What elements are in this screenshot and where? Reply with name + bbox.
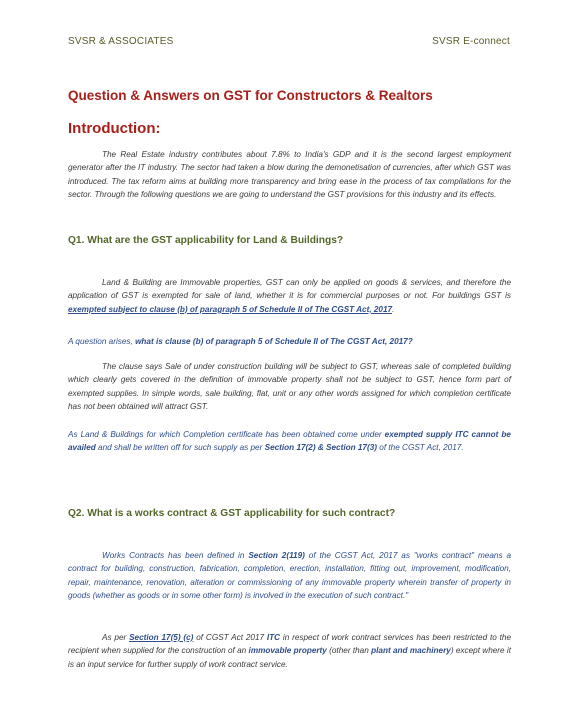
header-newsletter-name: SVSR E-connect (432, 36, 510, 47)
document-title: Question & Answers on GST for Constructors & Realtors (68, 88, 433, 103)
q1-paragraph-2: A question arises, what is clause (b) of paragraph 5 of Schedule II of The CGST Act, 2017? (68, 337, 413, 346)
q1-paragraph-3: The clause says Sale of under construction building will be subject to GST, whereas sale of completed building which clearly gets covered in the definition of immovable property shall not be subject to GST, hence form part of exempted supplies. In simple words, sale building, flat, unit or any other words assigned for which completion certificate has not been obtained will attract GST. (68, 362, 511, 411)
intro-paragraph: The Real Estate industry contributes about 7.8% to India's GDP and it is the second largest employment generator after the IT industry. The sector had taken a blow during the demonetisation of currencies, after which GST was introduced. The tax reform aims at building more transparency and bring ease in the process of tax compilations for the sector. Through the following questions we are going to understand the GST provisions for this industry and its effects. (68, 150, 511, 199)
intro-heading: Introduction: (68, 120, 161, 137)
question-1-heading: Q1. What are the GST applicability for Land & Buildings? (68, 235, 344, 246)
q2-paragraph-1: Works Contracts has been defined in Section 2(119) of the CGST Act, 2017 as "works contract" means a contract for building, construction, fabrication, completion, erection, installation, fitting out, improvement, modification, repair, maintenance, renovation, alteration or commissioning of any immovable property wherein transfer of property in goods (whether as goods or in some other form) is involved in the execution of such contract." (68, 551, 512, 600)
header-firm-name: SVSR & ASSOCIATES (68, 36, 174, 47)
q1-paragraph-4: As Land & Buildings for which Completion certificate has been obtained come under exempted supply ITC cannot be availed and shall be written off for such supply as per Section 17(2) & Section 17(3) of the CGST Act, 2017. (68, 430, 511, 453)
question-2-heading: Q2. What is a works contract & GST applicability for such contract? (68, 508, 396, 519)
q2-paragraph-2: As per Section 17(5) (c) of CGST Act 2017 ITC in respect of work contract services has been restricted to the recipient when supplied for the construction of an immovable property (other than plant and machinery) except where it is an input service for further supply of work contract service. (68, 633, 511, 669)
q1-paragraph-1: Land & Building are Immovable properties, GST can only be applied on goods & services, and therefore the application of GST is exempted for sale of land, whether it is for commercial purposes or not. For buildings GST is exempted subject to clause (b) of paragraph 5 of Schedule II of The CGST Act, 2017. (68, 278, 511, 314)
